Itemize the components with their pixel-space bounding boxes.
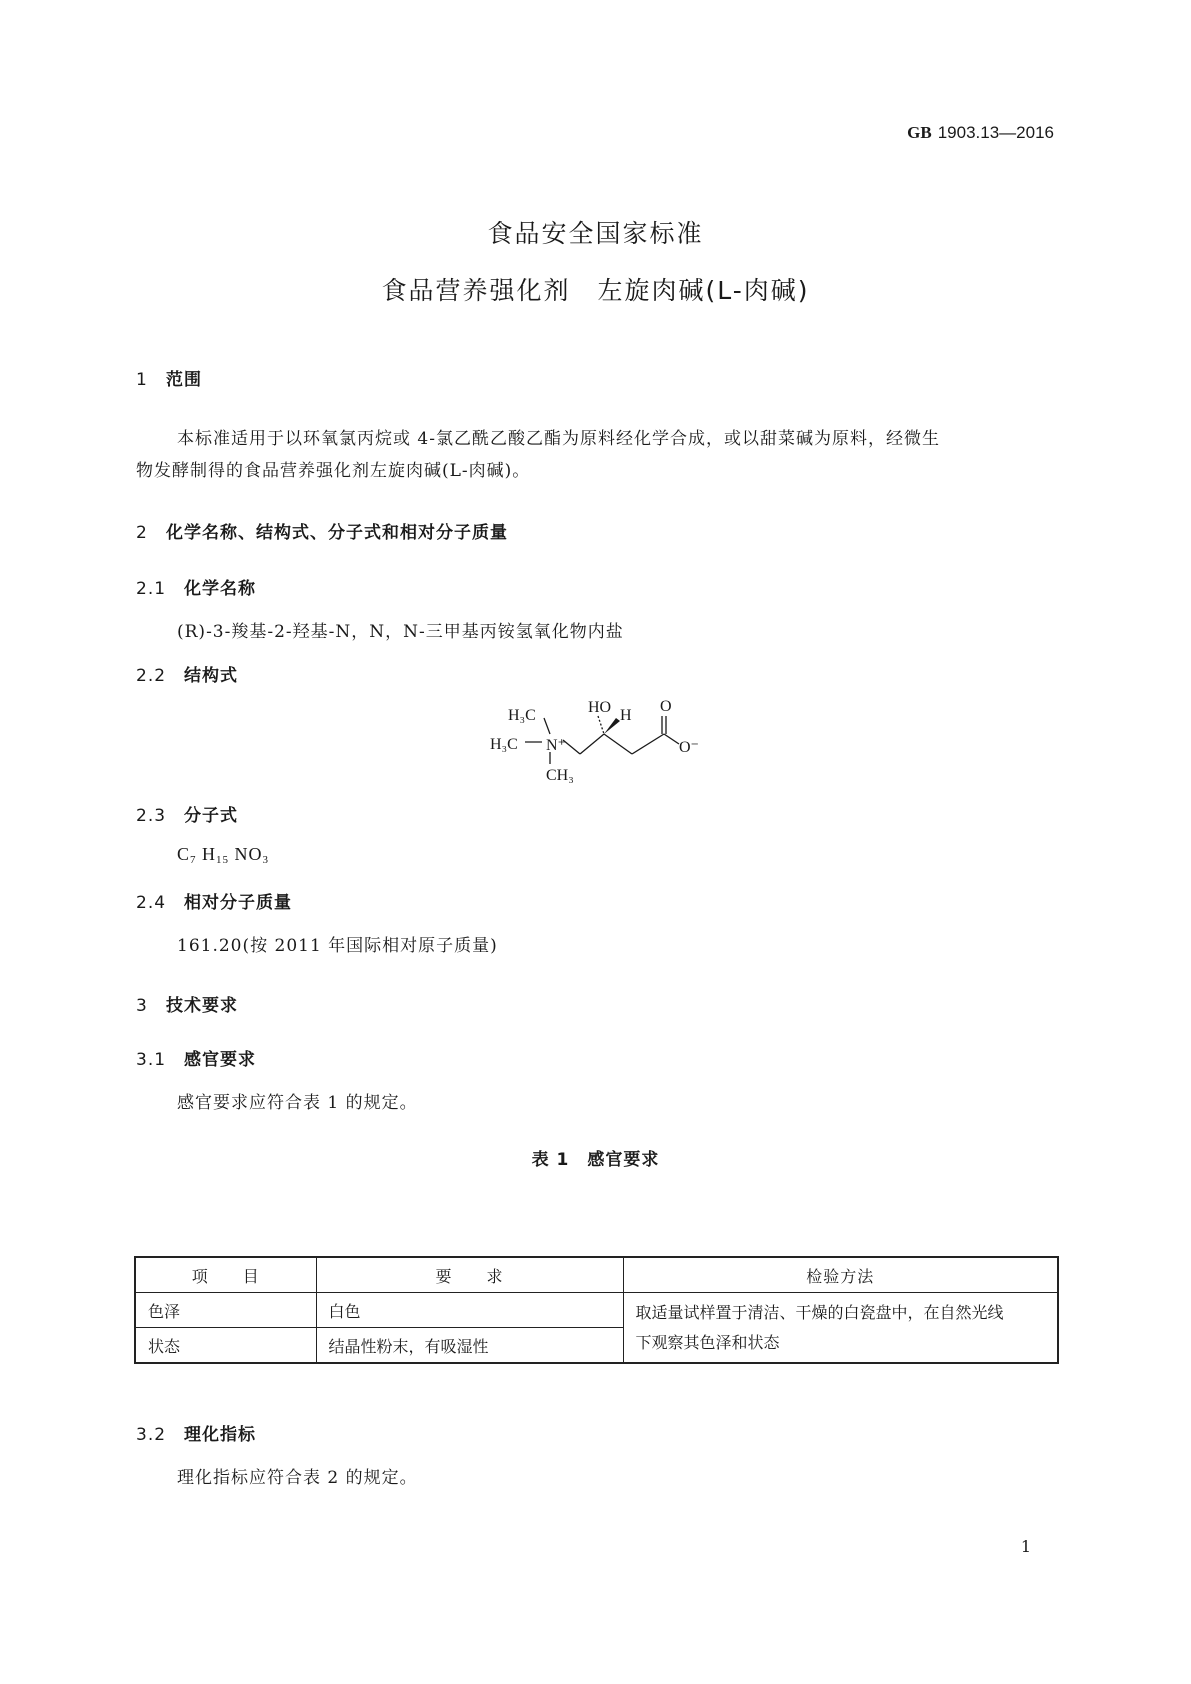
row-item: 色泽: [135, 1293, 316, 1328]
section-1-para-line1: 本标准适用于以环氧氯丙烷或 4-氯乙酰乙酸乙酯为原料经化学合成，或以甜菜碱为原料，经微生: [177, 429, 940, 449]
section-2-2-heading: 2.2 结构式: [136, 666, 238, 686]
methyl-bottom: CH₃: [546, 767, 574, 784]
section-3-1-text: 感官要求应符合表 1 的规定。: [177, 1093, 418, 1113]
page-number: 1: [1020, 1537, 1031, 1556]
section-3-2-heading: 3.2 理化指标: [136, 1425, 256, 1445]
table-1-caption: 表 1 感官要求: [531, 1150, 660, 1170]
bond-c3-c4: [632, 734, 664, 754]
section-3-1-heading: 3.1 感官要求: [136, 1050, 256, 1070]
section-2-heading: 2 化学名称、结构式、分子式和相对分子质量: [136, 523, 508, 543]
row-method: 取适量试样置于清洁、干燥的白瓷盘中，在自然光线 下观察其色泽和状态: [623, 1293, 1058, 1364]
section-1-para-line2: 物发酵制得的食品营养强化剂左旋肉碱(L-肉碱)。: [136, 461, 531, 481]
row-requirement: 白色: [316, 1293, 623, 1328]
doc-title-sub: 食品营养强化剂 左旋肉碱(L-肉碱): [381, 276, 810, 305]
structural-formula: [490, 692, 720, 802]
row-requirement: 结晶性粉末，有吸湿性: [316, 1328, 623, 1364]
hydroxyl: HO: [588, 699, 612, 716]
bond-c1-c2: [580, 734, 604, 754]
standard-number: 1903.13—2016: [937, 123, 1054, 142]
standard-code: [907, 123, 1054, 143]
molecular-mass: 161.20(按 2011 年国际相对原子质量): [177, 936, 498, 956]
header-method: 检验方法: [623, 1257, 1058, 1293]
bond-c2-oh: [598, 716, 604, 734]
nitrogen-plus: N⁺: [546, 737, 566, 754]
doc-title-main: 食品安全国家标准: [487, 219, 704, 248]
section-3-2-text: 理化指标应符合表 2 的规定。: [177, 1468, 418, 1488]
bond-c4-o: [664, 734, 679, 744]
oxygen-top: O: [660, 698, 672, 715]
section-2-3-heading: 2.3 分子式: [136, 806, 238, 826]
molecular-formula: $C_7$ $H_{15}$ $NO_3$: [177, 844, 270, 866]
table-header-row: [135, 1257, 1058, 1293]
section-1-heading: 1 范围: [136, 370, 202, 390]
header-requirement: 要 求: [316, 1257, 623, 1293]
hydrogen: H: [620, 707, 632, 724]
methyl-top: H₃C: [508, 707, 536, 724]
methyl-left: H₃C: [490, 736, 518, 753]
oxygen-minus: O⁻: [679, 739, 699, 756]
bond-c2-c3: [604, 734, 632, 754]
section-2-4-heading: 2.4 相对分子质量: [136, 893, 292, 913]
table-row: [135, 1293, 1058, 1328]
header-item: 项 目: [135, 1257, 316, 1293]
standard-prefix: GB: [907, 123, 932, 142]
wedge-bond: [604, 718, 620, 734]
bond-n-top: [544, 718, 550, 734]
row-item: 状态: [135, 1328, 316, 1364]
sensory-table: [134, 1256, 1059, 1364]
chemical-name: (R)-3-羧基-2-羟基-N，N，N-三甲基丙铵氢氧化物内盐: [177, 622, 624, 642]
section-2-1-heading: 2.1 化学名称: [136, 579, 256, 599]
section-3-heading: 3 技术要求: [136, 996, 238, 1016]
